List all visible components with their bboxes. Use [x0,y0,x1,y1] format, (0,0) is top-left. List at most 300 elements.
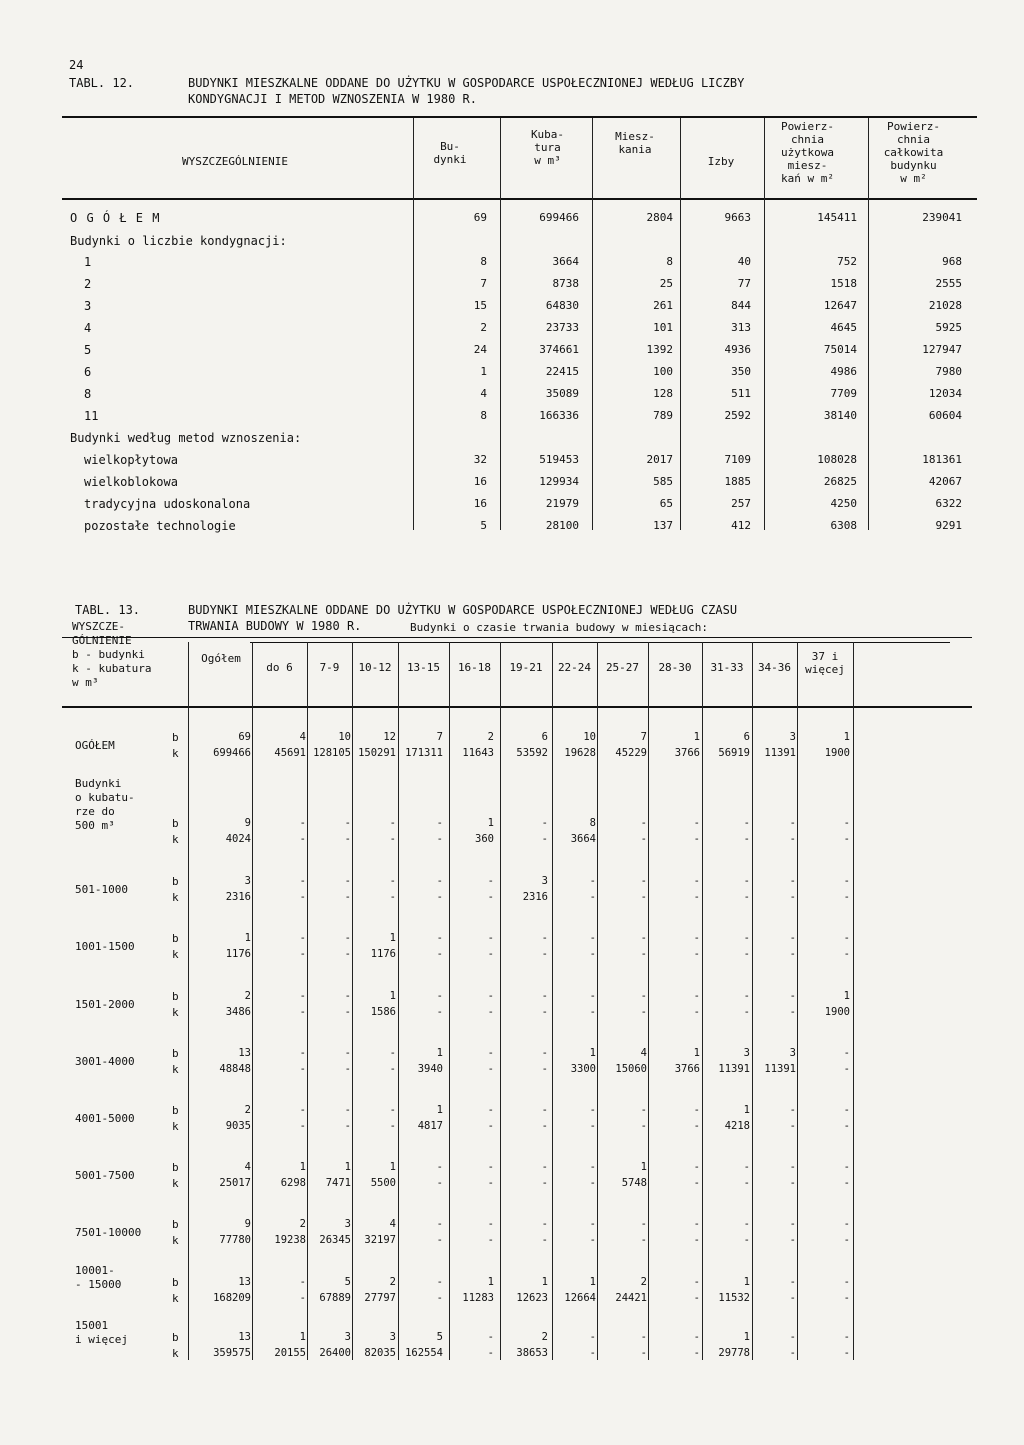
cell-b: - [693,1161,700,1173]
cell-k: 3940 [417,1063,443,1075]
cell-value: 22415 [545,365,579,378]
cell-value: 38140 [823,409,857,422]
cell-b: - [743,932,750,944]
cell-k: - [299,1063,306,1075]
cell-value: 7980 [935,365,962,378]
row-label: 3 [84,299,92,313]
cell-k: - [743,891,750,903]
cell-k: - [843,891,850,903]
cell-b: - [389,817,396,829]
group-label: 15001 i więcej [75,1319,128,1346]
cell-b: 2 [640,1276,647,1288]
cell-b: 2 [541,1331,548,1343]
cell-value: 1518 [830,277,857,290]
cell-b: 4 [244,1161,251,1173]
cell-value: 2555 [935,277,962,290]
cell-value: 8738 [552,277,579,290]
cell-b: 1 [843,990,850,1002]
cell-b: 1 [389,990,396,1002]
cell-k: - [743,833,750,845]
cell-value: 968 [942,255,962,268]
cell-b: 13 [238,1047,251,1059]
k-marker: k [172,1120,179,1133]
cell-b: - [693,875,700,887]
cell-k: - [436,1006,443,1018]
cell-value: 4645 [830,321,857,334]
header-budynki: Bu- dynki [433,140,467,166]
span-rule [250,642,950,643]
cell-value: 108028 [817,453,857,466]
cell-k: 699466 [213,747,251,759]
cell-value: 8 [480,255,487,268]
cell-k: - [487,1234,494,1246]
t13-label: TABL. 13. [75,603,141,617]
cell-value: 28100 [545,519,579,532]
cell-k: - [487,1063,494,1075]
cell-k: - [344,1006,351,1018]
row-label: 11 [84,409,99,423]
cell-b: - [436,1218,443,1230]
cell-value: 350 [731,365,751,378]
cell-k: 11532 [718,1292,750,1304]
cell-k: - [299,891,306,903]
cell-k: - [589,1347,596,1359]
cell-k: 56919 [718,747,750,759]
column-header: 25-27 [605,661,640,674]
cell-k: 1900 [824,1006,850,1018]
cell-value: 2017 [646,453,673,466]
cell-b: - [589,1331,596,1343]
cell-b: 1 [843,731,850,743]
cell-b: - [541,1161,548,1173]
table-rule-top [62,116,977,118]
cell-value: 60604 [928,409,962,422]
cell-b: - [843,1161,850,1173]
b-marker: b [172,1276,179,1289]
cell-b: - [693,990,700,1002]
group-label: 5001-7500 [75,1169,135,1182]
table-rule-header [62,706,972,708]
cell-b: - [436,1161,443,1173]
cell-b: - [487,932,494,944]
cell-k: - [389,1120,396,1132]
cell-b: - [789,1104,796,1116]
cell-k: - [344,891,351,903]
cell-k: - [693,833,700,845]
cell-value: 4250 [830,497,857,510]
cell-b: - [789,932,796,944]
cell-b: 3 [389,1331,396,1343]
cell-k: 45229 [615,747,647,759]
cell-b: 3 [344,1331,351,1343]
cell-b: 2 [487,731,494,743]
cell-b: - [299,1104,306,1116]
cell-k: - [589,948,596,960]
cell-k: - [693,1006,700,1018]
cell-b: - [693,817,700,829]
cell-b: 1 [541,1276,548,1288]
cell-b: - [589,1218,596,1230]
cell-k: - [640,1120,647,1132]
cell-k: - [487,948,494,960]
cell-value: 1 [480,365,487,378]
row-label: wielkopłytowa [84,453,178,467]
cell-b: 1 [743,1331,750,1343]
cell-b: - [299,1047,306,1059]
cell-k: 5500 [370,1177,396,1189]
k-marker: k [172,1347,179,1360]
cell-value: 181361 [922,453,962,466]
cell-k: - [344,948,351,960]
column-header: 10-12 [358,661,392,674]
cell-value: 65 [659,497,673,510]
cell-b: - [789,1161,796,1173]
header-ogolem: Ogółem [201,652,241,665]
cell-b: - [640,932,647,944]
cell-k: - [743,1234,750,1246]
cell-k: 3300 [570,1063,596,1075]
cell-b: 1 [389,932,396,944]
page-number: 24 [69,58,84,72]
cell-k: - [541,948,548,960]
cell-k: - [640,1006,647,1018]
cell-b: - [640,990,647,1002]
cell-b: - [640,1331,647,1343]
cell-b: - [487,1331,494,1343]
cell-k: - [789,833,796,845]
t13-title-line2: TRWANIA BUDOWY W 1980 R. [188,619,362,633]
cell-b: 1 [487,817,494,829]
cell-k: - [541,1006,548,1018]
cell-value: 519453 [539,453,579,466]
cell-b: - [389,1047,396,1059]
cell-k: - [487,1347,494,1359]
header-pow-calkowita: Powierz- chnia całkowita budynku w m² [883,120,944,185]
cell-value: 101 [653,321,673,334]
k-marker: k [172,1063,179,1076]
cell-k: 171311 [405,747,443,759]
cell-b: - [389,875,396,887]
cell-k: - [843,1292,850,1304]
cell-b: - [541,990,548,1002]
table-rule-header [62,198,977,200]
cell-k: 45691 [274,747,306,759]
cell-k: 53592 [516,747,548,759]
cell-k: - [389,833,396,845]
cell-k: - [589,1006,596,1018]
cell-b: - [640,875,647,887]
cell-b: 1 [344,1161,351,1173]
header-pow-uzytkowa: Powierz- chnia użytkowa miesz- kań w m² [781,120,834,185]
column-header: do 6 [266,661,293,674]
cell-value: 9291 [935,519,962,532]
cell-value: 40 [737,255,751,268]
cell-k: 12623 [516,1292,548,1304]
cell-k: - [541,833,548,845]
cell-k: - [789,1234,796,1246]
cell-k: 4218 [724,1120,750,1132]
cell-b: - [344,990,351,1002]
cell-k: - [693,1234,700,1246]
cell-value: 752 [837,255,857,268]
header-kubatura: Kuba- tura w m³ [530,128,565,167]
cell-value: 2 [480,321,487,334]
cell-value: 137 [653,519,673,532]
cell-k: 3486 [225,1006,251,1018]
cell-value: 21028 [928,299,962,312]
span-header: Budynki o czasie trwania budowy w miesiącach: [410,621,709,634]
cell-k: - [487,1177,494,1189]
cell-k: 128105 [313,747,351,759]
cell-value: 844 [731,299,751,312]
cell-b: - [843,1218,850,1230]
cell-value: 128 [653,387,673,400]
cell-value: 4 [480,387,487,400]
cell-b: - [299,932,306,944]
group-label: 3001-4000 [75,1055,135,1068]
group-label: 1001-1500 [75,940,135,953]
b-marker: b [172,932,179,945]
k-marker: k [172,1292,179,1305]
cell-b: 1 [487,1276,494,1288]
cell-b: - [436,932,443,944]
cell-k: - [640,1347,647,1359]
cell-b: - [843,1047,850,1059]
cell-k: - [693,891,700,903]
cell-value: 100 [653,365,673,378]
cell-b: - [789,1276,796,1288]
cell-value: 6308 [830,519,857,532]
cell-k: 150291 [358,747,396,759]
cell-k: - [743,1177,750,1189]
column-header: 7-9 [319,661,340,674]
cell-b: - [640,1218,647,1230]
cell-b: - [843,932,850,944]
cell-value: 26825 [823,475,857,488]
cell-k: - [640,891,647,903]
cell-k: - [693,1120,700,1132]
cell-value: 32 [473,453,487,466]
cell-k: 7471 [325,1177,351,1189]
b-marker: b [172,1104,179,1117]
cell-b: 13 [238,1331,251,1343]
cell-b: - [789,875,796,887]
group-label: Budynki o kubatu- rze do 500 m³ [75,777,135,832]
cell-value: 5925 [935,321,962,334]
cell-b: - [589,1161,596,1173]
cell-k: 3766 [674,747,700,759]
cell-b: 2 [389,1276,396,1288]
cell-b: 4 [299,731,306,743]
cell-k: 12664 [564,1292,596,1304]
cell-b: - [743,1161,750,1173]
cell-k: 38653 [516,1347,548,1359]
cell-k: - [743,1006,750,1018]
cell-b: - [693,1218,700,1230]
cell-k: 6298 [280,1177,306,1189]
group-label: 501-1000 [75,883,128,896]
k-marker: k [172,891,179,904]
cell-b: 1 [743,1276,750,1288]
cell-value: 412 [731,519,751,532]
header-mieszkania: Miesz- kania [615,130,655,156]
cell-b: 13 [238,1276,251,1288]
cell-b: - [487,1104,494,1116]
cell-b: 1 [589,1047,596,1059]
t12-label: TABL. 12. [69,76,135,90]
cell-k: - [389,891,396,903]
cell-b: 5 [344,1276,351,1288]
cell-k: - [789,1292,796,1304]
cell-b: - [299,990,306,1002]
cell-b: - [743,1218,750,1230]
cell-k: - [843,1063,850,1075]
cell-k: - [843,948,850,960]
cell-value: 585 [653,475,673,488]
group-label: 1501-2000 [75,998,135,1011]
row-label: 2 [84,277,92,291]
cell-k: - [589,1234,596,1246]
cell-b: 4 [389,1218,396,1230]
cell-k: - [589,891,596,903]
cell-b: 7 [436,731,443,743]
b-marker: b [172,990,179,1003]
column-header: 37 i więcej [805,650,845,676]
k-marker: k [172,1234,179,1247]
cell-k: - [389,1063,396,1075]
cell-k: - [640,948,647,960]
cell-b: 2 [299,1218,306,1230]
cell-k: - [693,948,700,960]
cell-value: 313 [731,321,751,334]
row-label: 8 [84,387,92,401]
cell-value: 4936 [724,343,751,356]
cell-k: - [299,833,306,845]
cell-k: - [344,833,351,845]
cell-k: 82035 [364,1347,396,1359]
cell-b: 3 [789,731,796,743]
cell-value: 2804 [646,211,673,224]
cell-value: 789 [653,409,673,422]
row-label: wielkoblokowa [84,475,178,489]
cell-b: 1 [693,731,700,743]
cell-b: - [389,1104,396,1116]
cell-k: - [789,1347,796,1359]
cell-k: - [541,1120,548,1132]
row-label: 5 [84,343,92,357]
cell-k: - [487,1120,494,1132]
cell-b: 2 [244,990,251,1002]
k-marker: k [172,747,179,760]
row-label-ogolem: O G Ó Ł E M [70,211,161,225]
cell-k: 1176 [225,948,251,960]
cell-b: - [640,817,647,829]
cell-k: 67889 [319,1292,351,1304]
cell-k: - [789,1006,796,1018]
cell-value: 374661 [539,343,579,356]
cell-k: 360 [475,833,494,845]
cell-value: 69 [473,211,487,224]
cell-k: - [843,833,850,845]
cell-k: 3664 [570,833,596,845]
cell-k: 24421 [615,1292,647,1304]
cell-b: 6 [743,731,750,743]
cell-value: 4986 [830,365,857,378]
cell-value: 16 [473,475,487,488]
cell-value: 166336 [539,409,579,422]
cell-b: 9 [244,817,251,829]
cell-b: 4 [640,1047,647,1059]
cell-value: 75014 [823,343,857,356]
cell-k: - [436,1177,443,1189]
cell-value: 129934 [539,475,579,488]
cell-b: - [541,1218,548,1230]
cell-b: - [299,1276,306,1288]
cell-k: 20155 [274,1347,306,1359]
cell-value: 8 [666,255,673,268]
cell-k: 4817 [417,1120,443,1132]
cell-k: 4024 [225,833,251,845]
cell-value: 127947 [922,343,962,356]
cell-k: - [344,1063,351,1075]
cell-k: - [789,1120,796,1132]
cell-b: 1 [743,1104,750,1116]
cell-value: 42067 [928,475,962,488]
cell-k: 2316 [225,891,251,903]
cell-value: 699466 [539,211,579,224]
cell-value: 145411 [817,211,857,224]
k-marker: k [172,1177,179,1190]
cell-value: 24 [473,343,487,356]
cell-k: - [640,1234,647,1246]
header-wyszczegolnienie: WYSZCZEGÓLNIENIE [182,155,288,168]
cell-b: 3 [541,875,548,887]
cell-k: - [299,948,306,960]
stub-header: WYSZCZE- GÓLNIENIE b - budynki k - kubatura w m³ [72,620,152,689]
cell-b: - [843,875,850,887]
cell-value: 9663 [724,211,751,224]
cell-b: - [299,817,306,829]
column-separator [853,642,854,1360]
column-header: 13-15 [406,661,441,674]
cell-value: 1392 [646,343,673,356]
cell-k: - [843,1347,850,1359]
cell-k: - [436,1234,443,1246]
cell-value: 12647 [823,299,857,312]
cell-b: 7 [640,731,647,743]
cell-k: - [541,1234,548,1246]
cell-b: 1 [693,1047,700,1059]
cell-k: - [344,1120,351,1132]
cell-k: - [436,1292,443,1304]
cell-b: - [693,932,700,944]
cell-b: - [743,875,750,887]
row-label: tradycyjna udoskonalona [84,497,251,511]
cell-b: - [693,1104,700,1116]
cell-b: 3 [743,1047,750,1059]
cell-k: 19238 [274,1234,306,1246]
cell-value: 511 [731,387,751,400]
k-marker: k [172,948,179,961]
cell-k: - [693,1177,700,1189]
cell-k: - [541,1177,548,1189]
cell-b: 2 [244,1104,251,1116]
cell-k: 3766 [674,1063,700,1075]
cell-k: - [693,1292,700,1304]
cell-b: - [843,1331,850,1343]
cell-b: - [344,932,351,944]
cell-k: 29778 [718,1347,750,1359]
